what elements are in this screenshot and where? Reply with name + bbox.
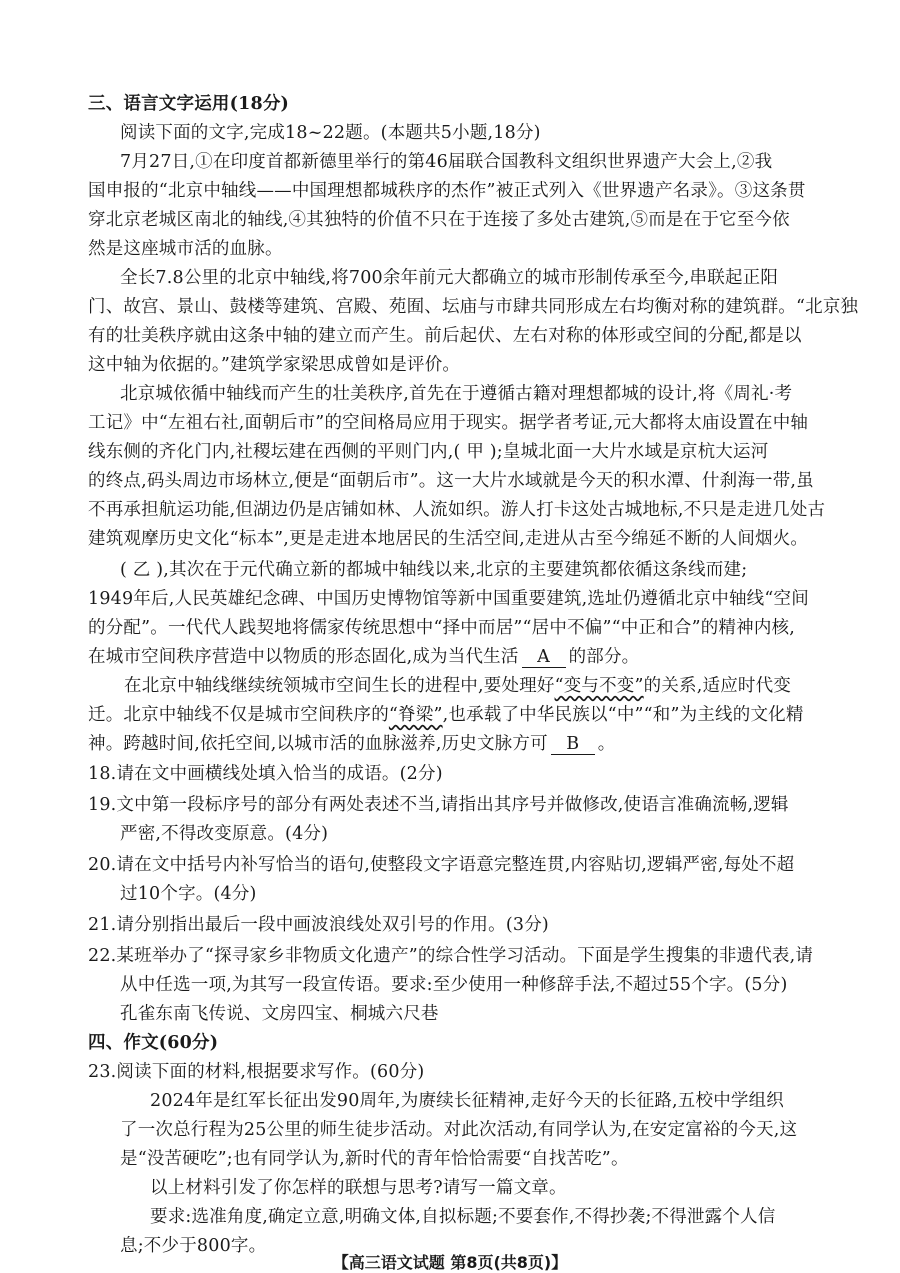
- section3-heading: 三、语言文字运用(18分): [88, 94, 290, 114]
- passage-p3-line4: 的终点,码头周边市场林立,便是“面朝后市”。这一大片水域就是今天的积水潭、什刹海一带,虽: [88, 471, 814, 491]
- wavy-underline-2: “脊梁”: [388, 705, 443, 725]
- requirements-line2: 息;不少于800字。: [120, 1236, 267, 1256]
- passage-p1-line4: 然是这座城市活的血脉。: [88, 239, 283, 259]
- question-22-options: 孔雀东南飞传说、文房四宝、桐城六尺巷: [120, 1004, 439, 1024]
- passage-p3-line2: 工记》中“左祖右社,面朝后市”的空间格局应用于现实。据学者考证,元大都将太庙设置在中轴: [88, 413, 809, 433]
- passage-p1-line1: 7月27日,①在印度首都新德里举行的第46届联合国教科文组织世界遗产大会上,②我: [120, 152, 773, 172]
- writing-prompt: 以上材料引发了你怎样的联想与思考?请写一篇文章。: [150, 1178, 567, 1198]
- question-20-line1: 20.请在文中括号内补写恰当的语句,使整段文字语意完整连贯,内容贴切,逻辑严密,每处不超: [88, 855, 795, 875]
- material-line1: 2024年是红军长征出发90周年,为赓续长征精神,走好今天的长征路,五校中学组织: [150, 1091, 784, 1111]
- passage-p3-line5: 不再承担航运功能,但湖边仍是店铺如林、人流如织。游人打卡这处古城地标,不只是走进几处古: [88, 500, 826, 520]
- material-line3: 是“没苦硬吃”;也有同学认为,新时代的青年恰恰需要“自找苦吃”。: [120, 1149, 629, 1169]
- passage-p2-line1: 全长7.8公里的北京中轴线,将700余年前元大都确立的城市形制传承至今,串联起正阳: [120, 268, 779, 288]
- page-footer: 【高三语文试题 第8页(共8页)】: [332, 1253, 568, 1272]
- question-19-line1: 19.文中第一段标序号的部分有两处表述不当,请指出其序号并做修改,使语言准确流畅,逻辑: [88, 795, 789, 815]
- passage-p4-line3: 的分配”。一代代人践契地将儒家传统思想中“择中而居”“居中不偏”“中正和合”的精神内核,: [88, 618, 795, 638]
- passage-p3-line6: 建筑观摩历史文化“标本”,更是走进本地居民的生活空间,走进从古至今绵延不断的人间烟火。: [88, 529, 809, 549]
- section3-intro: 阅读下面的文字,完成18~22题。(本题共5小题,18分): [120, 123, 541, 143]
- passage-p1-line3: 穿北京老城区南北的轴线,④其独特的价值不只在于连接了多处古建筑,⑤而是在于它至今依: [88, 210, 790, 230]
- passage-p3-line3: 线东侧的齐化门内,社稷坛建在西侧的平则门内,( 甲 );皇城北面一大片水域是京杭大运河: [88, 442, 769, 462]
- passage-p2-line2: 门、故宫、景山、鼓楼等建筑、宫殿、苑囿、坛庙与市肆共同形成左右均衡对称的建筑群。“北京独: [88, 297, 859, 317]
- passage-p5-line1: 在北京中轴线继续统领城市空间生长的进程中,要处理好“变与不变”的关系,适应时代变: [124, 676, 792, 696]
- question-22-line1: 22.某班举办了“探寻家乡非物质文化遗产”的综合性学习活动。下面是学生搜集的非遗代表,请: [88, 946, 814, 966]
- question-23: 23.阅读下面的材料,根据要求写作。(60分): [88, 1062, 425, 1082]
- passage-p2-line3: 有的壮美秩序就由这条中轴的建立而产生。前后起伏、左右对称的体形或空间的分配,都是以: [88, 326, 802, 346]
- passage-p4-line2: 1949年后,人民英雄纪念碑、中国历史博物馆等新中国重要建筑,选址仍遵循北京中轴线“空间: [88, 589, 809, 609]
- passage-p1-line2: 国申报的“北京中轴线——中国理想都城秩序的杰作”被正式列入《世界遗产名录》。③这条贯: [88, 181, 806, 201]
- question-20-line2: 过10个字。(4分): [120, 884, 257, 904]
- wavy-underline-1: “变与不变”: [554, 676, 644, 696]
- passage-p4-line4: 在城市空间秩序营造中以物质的形态固化,成为当代生活 A 的部分。: [88, 647, 640, 667]
- passage-p2-line4: 这中轴为依据的。”建筑学家梁思成曾如是评价。: [88, 355, 461, 375]
- passage-p3-line1: 北京城依循中轴线而产生的壮美秩序,首先在于遵循古籍对理想都城的设计,将《周礼·考: [120, 384, 793, 404]
- passage-p5-line2: 迁。北京中轴线不仅是城市空间秩序的“脊梁”,也承载了中华民族以“中”“和”为主线的文化精: [88, 705, 804, 725]
- passage-p4-line1: ( 乙 ),其次在于元代确立新的都城中轴线以来,北京的主要建筑都依循这条线而建;: [120, 560, 748, 580]
- question-18: 18.请在文中画横线处填入恰当的成语。(2分): [88, 764, 443, 784]
- blank-b: B: [551, 734, 595, 755]
- requirements-line1: 要求:选准角度,确定立意,明确文体,自拟标题;不要套作,不得抄袭;不得泄露个人信: [150, 1207, 776, 1227]
- question-21: 21.请分别指出最后一段中画波浪线处双引号的作用。(3分): [88, 915, 549, 935]
- material-line2: 了一次总行程为25公里的师生徒步活动。对此次活动,有同学认为,在安定富裕的今天,这: [120, 1120, 798, 1140]
- blank-a: A: [522, 647, 566, 668]
- question-22-line2: 从中任选一项,为其写一段宣传语。要求:至少使用一种修辞手法,不超过55个字。(5分): [120, 975, 788, 995]
- passage-p5-line3: 神。跨越时间,依托空间,以城市活的血脉滋养,历史文脉方可 B 。: [88, 734, 616, 754]
- section4-heading: 四、作文(60分): [88, 1033, 219, 1053]
- question-19-line2: 严密,不得改变原意。(4分): [120, 824, 329, 844]
